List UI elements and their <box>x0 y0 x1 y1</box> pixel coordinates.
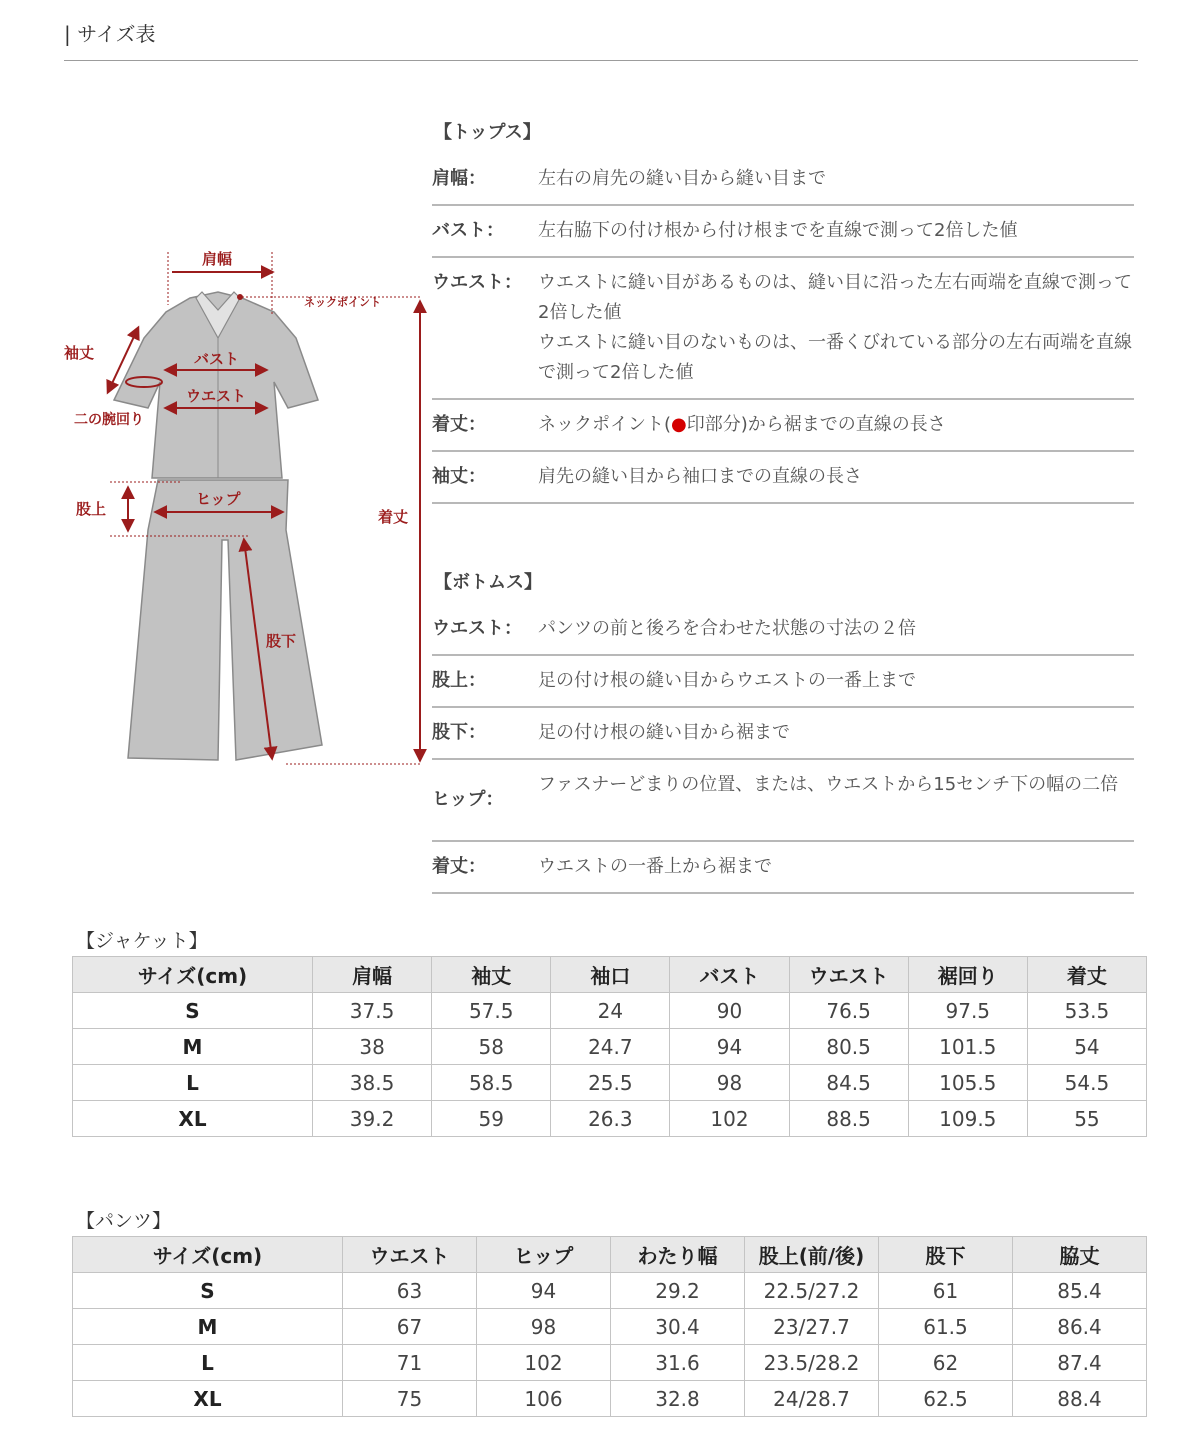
size-cell: XL <box>73 1101 313 1137</box>
table-row <box>73 1273 1147 1309</box>
definition-row <box>432 708 1134 760</box>
size-cell: S <box>73 993 313 1029</box>
definition-term: 肩幅： <box>432 168 486 189</box>
definition-row <box>432 452 1134 504</box>
definition-term: 袖丈： <box>432 466 486 487</box>
table-row <box>73 1065 1147 1101</box>
table-cell: 62.5 <box>879 1381 1013 1417</box>
table-cell: 106 <box>477 1381 611 1417</box>
definition-desc: 左右脇下の付け根から付け根までを直線で測って2倍した値 <box>538 220 1018 241</box>
definition-row <box>432 258 1134 400</box>
bottoms-definitions <box>432 568 1134 894</box>
table-cell: 87.4 <box>1013 1345 1147 1381</box>
table-cell: 55 <box>1027 1101 1146 1137</box>
definition-desc: ファスナーどまりの位置、または、ウエストから15センチ下の幅の二倍 <box>538 774 1119 795</box>
definition-row <box>432 842 1134 894</box>
inseam-label: 股下 <box>266 632 297 650</box>
size-cell: M <box>73 1029 313 1065</box>
table-row <box>73 993 1147 1029</box>
table-cell: 26.3 <box>551 1101 670 1137</box>
definition-desc-part: 印部分)から裾までの直線の長さ <box>686 414 946 435</box>
table-cell: 37.5 <box>313 993 432 1029</box>
column-header: 袖丈 <box>432 957 551 993</box>
definition-row <box>432 400 1134 452</box>
definition-row <box>432 656 1134 708</box>
page-title: | サイズ表 <box>64 22 156 46</box>
definition-desc <box>538 268 1134 388</box>
definition-desc: 肩先の縫い目から袖口までの直線の長さ <box>538 466 862 487</box>
total-length-label: 着丈 <box>378 508 409 526</box>
table-cell: 25.5 <box>551 1065 670 1101</box>
table-row <box>73 1029 1147 1065</box>
table-cell: 84.5 <box>789 1065 908 1101</box>
tops-heading: 【トップス】 <box>434 122 541 143</box>
table-cell: 94 <box>670 1029 789 1065</box>
table-cell: 61 <box>879 1273 1013 1309</box>
table-cell: 98 <box>670 1065 789 1101</box>
tops-definitions <box>432 118 1134 504</box>
table-cell: 102 <box>477 1345 611 1381</box>
column-header: バスト <box>670 957 789 993</box>
definition-term: 股下： <box>432 722 486 743</box>
definition-term: ヒップ： <box>432 789 504 810</box>
pants-shape <box>128 480 322 760</box>
definition-row <box>432 206 1134 258</box>
table-cell: 54 <box>1027 1029 1146 1065</box>
size-cell: XL <box>73 1381 343 1417</box>
column-header: 脇丈 <box>1013 1237 1147 1273</box>
definition-desc <box>538 410 1134 440</box>
table-cell: 86.4 <box>1013 1309 1147 1345</box>
table-cell: 57.5 <box>432 993 551 1029</box>
hip-label: ヒップ <box>196 490 241 508</box>
pants-caption: 【パンツ】 <box>76 1210 172 1232</box>
column-header: ウエスト <box>343 1237 477 1273</box>
table-cell: 29.2 <box>611 1273 745 1309</box>
definition-row <box>432 154 1134 206</box>
jacket-size-table <box>72 956 1147 1137</box>
definition-term: ウエスト： <box>432 618 522 639</box>
pants-size-table <box>72 1236 1147 1417</box>
table-cell: 38.5 <box>313 1065 432 1101</box>
table-cell: 97.5 <box>908 993 1027 1029</box>
table-cell: 90 <box>670 993 789 1029</box>
table-cell: 61.5 <box>879 1309 1013 1345</box>
table-cell: 31.6 <box>611 1345 745 1381</box>
column-header: ヒップ <box>477 1237 611 1273</box>
column-header: 裾回り <box>908 957 1027 993</box>
definition-desc: 足の付け根の縫い目から裾まで <box>538 722 790 743</box>
table-cell: 63 <box>343 1273 477 1309</box>
definition-term: 着丈： <box>432 414 486 435</box>
definition-term: 着丈： <box>432 856 486 877</box>
table-cell: 24.7 <box>551 1029 670 1065</box>
column-header: 袖口 <box>551 957 670 993</box>
table-cell: 67 <box>343 1309 477 1345</box>
table-cell: 71 <box>343 1345 477 1381</box>
table-cell: 53.5 <box>1027 993 1146 1029</box>
table-cell: 38 <box>313 1029 432 1065</box>
definition-desc: 足の付け根の縫い目からウエストの一番上まで <box>538 670 916 691</box>
neck-point-label: ネックポイント <box>304 296 381 309</box>
table-cell: 101.5 <box>908 1029 1027 1065</box>
size-cell: L <box>73 1065 313 1101</box>
table-row <box>73 1345 1147 1381</box>
table-cell: 88.4 <box>1013 1381 1147 1417</box>
table-cell: 76.5 <box>789 993 908 1029</box>
table-cell: 58.5 <box>432 1065 551 1101</box>
table-cell: 88.5 <box>789 1101 908 1137</box>
column-header: サイズ(cm) <box>73 957 313 993</box>
upper-arm-label: 二の腕回り <box>74 412 144 428</box>
shoulder-width-label: 肩幅 <box>202 250 233 268</box>
table-cell: 94 <box>477 1273 611 1309</box>
bust-label: バスト <box>194 350 240 368</box>
table-cell: 59 <box>432 1101 551 1137</box>
table-cell: 109.5 <box>908 1101 1027 1137</box>
definition-row <box>432 604 1134 656</box>
definition-desc: パンツの前と後ろを合わせた状態の寸法の２倍 <box>538 618 916 639</box>
table-cell: 105.5 <box>908 1065 1027 1101</box>
rise-label: 股上 <box>76 500 107 518</box>
size-cell: M <box>73 1309 343 1345</box>
column-header: 股下 <box>879 1237 1013 1273</box>
column-header: ウエスト <box>789 957 908 993</box>
table-cell: 24 <box>551 993 670 1029</box>
table-row <box>73 1309 1147 1345</box>
title-divider <box>64 60 1138 61</box>
table-cell: 32.8 <box>611 1381 745 1417</box>
table-cell: 98 <box>477 1309 611 1345</box>
table-cell: 58 <box>432 1029 551 1065</box>
measurement-illustration <box>60 240 440 780</box>
column-header: わたり幅 <box>611 1237 745 1273</box>
size-cell: S <box>73 1273 343 1309</box>
table-cell: 85.4 <box>1013 1273 1147 1309</box>
table-cell: 75 <box>343 1381 477 1417</box>
waist-label: ウエスト <box>186 387 247 405</box>
definition-term: ウエスト： <box>432 272 522 293</box>
column-header: 股上(前/後) <box>745 1237 879 1273</box>
definition-desc-line: ウエストに縫い目のないものは、一番くびれている部分の左右両端を直線で測って2倍した値 <box>538 332 1132 383</box>
jacket-caption: 【ジャケット】 <box>76 930 208 952</box>
bottoms-heading: 【ボトムス】 <box>434 572 542 593</box>
table-cell: 54.5 <box>1027 1065 1146 1101</box>
table-header-row <box>73 957 1147 993</box>
table-cell: 22.5/27.2 <box>745 1273 879 1309</box>
table-cell: 80.5 <box>789 1029 908 1065</box>
table-cell: 102 <box>670 1101 789 1137</box>
table-cell: 62 <box>879 1345 1013 1381</box>
definition-desc: 左右の肩先の縫い目から縫い目まで <box>538 168 826 189</box>
definition-term: 股上： <box>432 670 486 691</box>
table-row <box>73 1101 1147 1137</box>
sleeve-length-label: 袖丈 <box>64 344 95 362</box>
column-header: 着丈 <box>1027 957 1146 993</box>
table-cell: 23/27.7 <box>745 1309 879 1345</box>
definition-term: バスト： <box>432 220 504 241</box>
table-cell: 30.4 <box>611 1309 745 1345</box>
table-row <box>73 1381 1147 1417</box>
table-cell: 24/28.7 <box>745 1381 879 1417</box>
table-cell: 39.2 <box>313 1101 432 1137</box>
red-dot-icon: ● <box>671 414 687 435</box>
column-header: 肩幅 <box>313 957 432 993</box>
table-header-row <box>73 1237 1147 1273</box>
size-cell: L <box>73 1345 343 1381</box>
definition-desc: ウエストの一番上から裾まで <box>538 856 772 877</box>
definition-row <box>432 760 1134 842</box>
definition-desc-part: ネックポイント( <box>538 414 672 435</box>
column-header: サイズ(cm) <box>73 1237 343 1273</box>
table-cell: 23.5/28.2 <box>745 1345 879 1381</box>
definition-desc-line: ウエストに縫い目があるものは、縫い目に沿った左右両端を直線で測って2倍した値 <box>538 272 1132 323</box>
